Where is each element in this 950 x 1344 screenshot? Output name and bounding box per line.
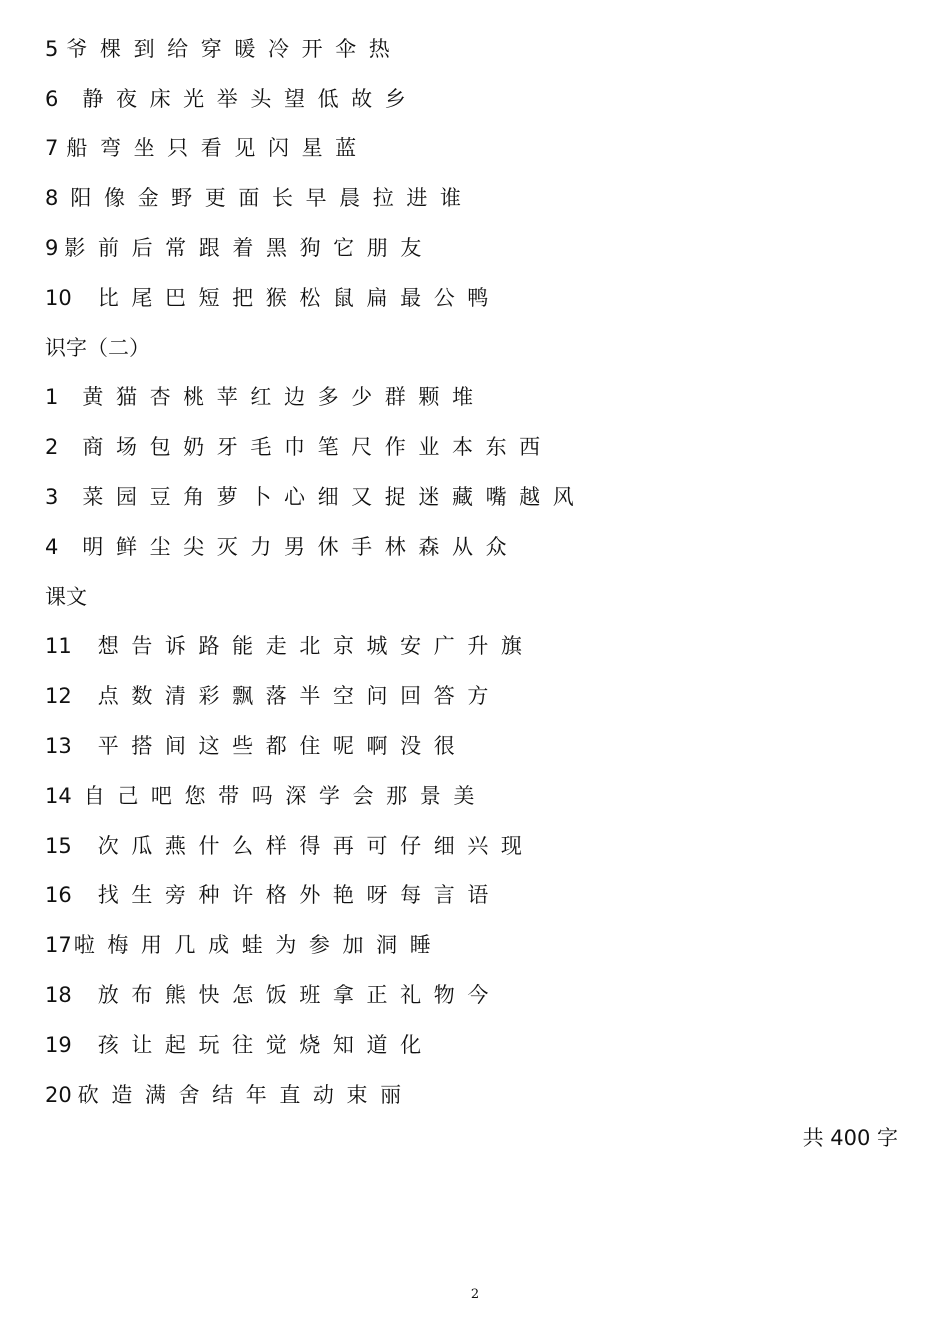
lesson-number: 8 bbox=[45, 186, 59, 211]
lesson-number: 14 bbox=[45, 783, 72, 808]
lesson-number: 9 bbox=[45, 236, 59, 261]
lesson-characters: 明鲜尘尖灭力男休手林森从众 bbox=[82, 534, 520, 559]
lesson-line bbox=[45, 721, 925, 771]
lesson-line bbox=[45, 24, 925, 74]
lesson-line bbox=[45, 373, 925, 423]
lesson-characters: 船弯坐只看见闪星蓝 bbox=[66, 136, 369, 161]
lesson-characters: 商场包奶牙毛巾笔尺作业本东西 bbox=[82, 435, 553, 460]
lesson-number: 15 bbox=[45, 833, 72, 858]
lesson-number: 3 bbox=[45, 485, 59, 510]
lesson-characters: 比尾巴短把猴松鼠扁最公鸭 bbox=[97, 285, 501, 310]
section-heading-text: 识字（二） bbox=[45, 335, 150, 360]
lesson-number: 2 bbox=[45, 435, 59, 460]
section-heading bbox=[45, 572, 925, 622]
lesson-line bbox=[45, 771, 925, 821]
page-number: 2 bbox=[470, 1287, 480, 1302]
total-count: 共 400 字 bbox=[802, 1126, 898, 1150]
lesson-line bbox=[45, 1070, 925, 1120]
lesson-line bbox=[45, 622, 925, 672]
lesson-number: 19 bbox=[45, 1032, 72, 1057]
lesson-characters: 想告诉路能走北京城安广升旗 bbox=[97, 634, 535, 659]
lesson-line bbox=[45, 871, 925, 921]
lesson-line bbox=[45, 173, 925, 223]
lesson-characters: 自己吧您带吗深学会那景美 bbox=[83, 783, 487, 808]
lesson-characters: 次瓜燕什么样得再可仔细兴现 bbox=[97, 833, 535, 858]
lesson-number: 10 bbox=[45, 285, 72, 310]
lesson-characters: 啦梅用几成蛙为参加洞睡 bbox=[73, 933, 444, 958]
lesson-number: 4 bbox=[45, 534, 59, 559]
lesson-line bbox=[45, 223, 925, 273]
lesson-number: 16 bbox=[45, 883, 72, 908]
lesson-characters: 孩让起玩往觉烧知道化 bbox=[97, 1032, 434, 1057]
character-list bbox=[45, 24, 925, 1120]
lesson-line bbox=[45, 273, 925, 323]
section-heading bbox=[45, 323, 925, 373]
lesson-line bbox=[45, 970, 925, 1020]
lesson-number: 6 bbox=[45, 86, 59, 111]
lesson-number: 1 bbox=[45, 385, 59, 410]
lesson-line bbox=[45, 1020, 925, 1070]
lesson-line bbox=[45, 671, 925, 721]
lesson-characters: 影前后常跟着黑狗它朋友 bbox=[64, 236, 434, 261]
lesson-characters: 静夜床光举头望低故乡 bbox=[82, 86, 419, 111]
lesson-line bbox=[45, 821, 925, 871]
lesson-number: 18 bbox=[45, 983, 72, 1008]
lesson-line bbox=[45, 422, 925, 472]
lesson-characters: 菜园豆角萝卜心细又捉迷藏嘴越风 bbox=[82, 485, 587, 510]
lesson-number: 17 bbox=[45, 933, 72, 958]
lesson-number: 5 bbox=[45, 36, 59, 61]
lesson-line bbox=[45, 522, 925, 572]
lesson-characters: 点数清彩飘落半空问回答方 bbox=[97, 684, 501, 709]
lesson-characters: 阳像金野更面长早晨拉进谁 bbox=[70, 186, 474, 211]
lesson-line bbox=[45, 472, 925, 522]
lesson-characters: 放布熊快怎饭班拿正礼物今 bbox=[97, 983, 501, 1008]
lesson-number: 20 bbox=[45, 1082, 72, 1107]
lesson-line bbox=[45, 920, 925, 970]
lesson-characters: 黄猫杏桃苹红边多少群颗堆 bbox=[82, 385, 486, 410]
lesson-number: 13 bbox=[45, 734, 72, 759]
lesson-number: 11 bbox=[45, 634, 72, 659]
lesson-characters: 砍造满舍结年直动束丽 bbox=[77, 1082, 414, 1107]
lesson-line bbox=[45, 74, 925, 124]
lesson-characters: 找生旁种许格外艳呀每言语 bbox=[97, 883, 501, 908]
lesson-line bbox=[45, 124, 925, 174]
lesson-number: 7 bbox=[45, 136, 59, 161]
lesson-characters: 爷棵到给穿暖冷开伞热 bbox=[66, 36, 403, 61]
lesson-number: 12 bbox=[45, 684, 72, 709]
section-heading-text: 课文 bbox=[45, 584, 87, 609]
lesson-characters: 平搭间这些都住呢啊没很 bbox=[97, 734, 468, 759]
